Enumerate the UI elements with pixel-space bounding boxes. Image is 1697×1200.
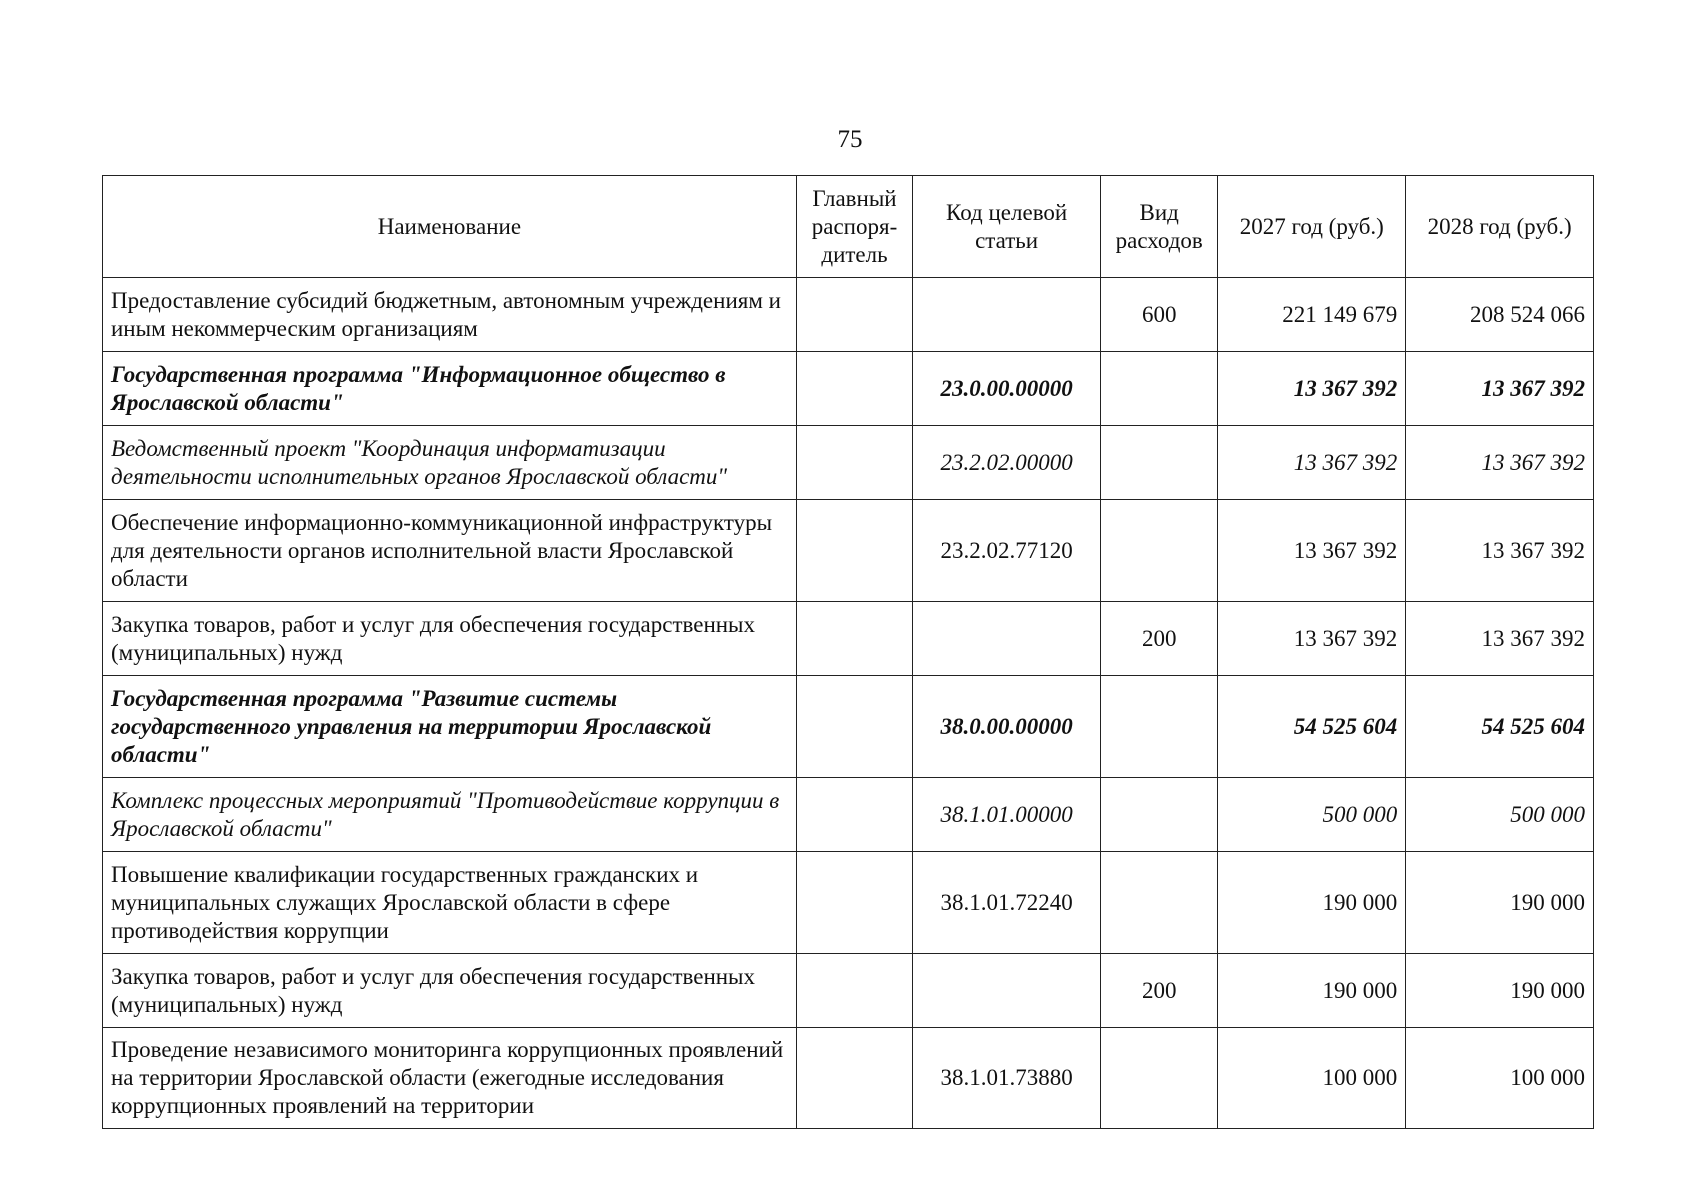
row-type xyxy=(1100,1028,1217,1129)
row-y2028: 100 000 xyxy=(1406,1028,1594,1129)
row-name: Предоставление субсидий бюджетным, автономным учреждениям и иным некоммерческим организациям xyxy=(103,278,797,352)
row-code: 23.0.00.00000 xyxy=(913,352,1101,426)
row-type xyxy=(1100,852,1217,954)
table-row xyxy=(103,500,1594,602)
row-name: Государственная программа "Информационное общество в Ярославской области" xyxy=(103,352,797,426)
row-y2028: 13 367 392 xyxy=(1406,426,1594,500)
table-row xyxy=(103,852,1594,954)
table-row xyxy=(103,676,1594,778)
row-code: 38.0.00.00000 xyxy=(913,676,1101,778)
table-row xyxy=(103,778,1594,852)
row-y2027: 13 367 392 xyxy=(1218,426,1406,500)
row-code: 38.1.01.73880 xyxy=(913,1028,1101,1129)
table-row xyxy=(103,954,1594,1028)
row-name: Обеспечение информационно-коммуникационной инфраструктуры для деятельности органов исполнительной власти Ярославской области xyxy=(103,500,797,602)
row-type: 600 xyxy=(1100,278,1217,352)
row-name: Закупка товаров, работ и услуг для обеспечения государственных (муниципальных) нужд xyxy=(103,954,797,1028)
row-code: 38.1.01.72240 xyxy=(913,852,1101,954)
row-admin xyxy=(796,954,912,1028)
row-name: Комплекс процессных мероприятий "Противодействие коррупции в Ярославской области" xyxy=(103,778,797,852)
header-type: Вид расходов xyxy=(1100,176,1217,278)
row-code: 23.2.02.00000 xyxy=(913,426,1101,500)
row-y2027: 100 000 xyxy=(1218,1028,1406,1129)
row-y2027: 13 367 392 xyxy=(1218,500,1406,602)
row-type xyxy=(1100,426,1217,500)
row-y2028: 190 000 xyxy=(1406,852,1594,954)
row-code: 23.2.02.77120 xyxy=(913,500,1101,602)
table-header-row xyxy=(103,176,1594,278)
row-admin xyxy=(796,500,912,602)
row-y2027: 221 149 679 xyxy=(1218,278,1406,352)
header-code: Код целевой статьи xyxy=(913,176,1101,278)
row-type: 200 xyxy=(1100,954,1217,1028)
row-admin xyxy=(796,426,912,500)
row-admin xyxy=(796,676,912,778)
row-y2028: 54 525 604 xyxy=(1406,676,1594,778)
row-name: Ведомственный проект "Координация информатизации деятельности исполнительных органов Ярославской области" xyxy=(103,426,797,500)
row-type xyxy=(1100,352,1217,426)
row-code xyxy=(913,954,1101,1028)
table-row xyxy=(103,602,1594,676)
row-admin xyxy=(796,602,912,676)
row-name: Проведение независимого мониторинга коррупционных проявлений на территории Ярославской области (ежегодные исследования коррупционных проявлений на территории xyxy=(103,1028,797,1129)
row-y2028: 13 367 392 xyxy=(1406,352,1594,426)
row-y2027: 190 000 xyxy=(1218,954,1406,1028)
row-type xyxy=(1100,778,1217,852)
header-name: Наименование xyxy=(103,176,797,278)
row-y2027: 190 000 xyxy=(1218,852,1406,954)
row-y2027: 13 367 392 xyxy=(1218,352,1406,426)
row-admin xyxy=(796,852,912,954)
row-admin xyxy=(796,1028,912,1129)
table-row xyxy=(103,278,1594,352)
header-admin: Главный распоря-дитель xyxy=(796,176,912,278)
row-type xyxy=(1100,676,1217,778)
row-y2027: 500 000 xyxy=(1218,778,1406,852)
row-admin xyxy=(796,278,912,352)
table-row xyxy=(103,352,1594,426)
row-admin xyxy=(796,778,912,852)
header-y2027: 2027 год (руб.) xyxy=(1218,176,1406,278)
row-y2028: 500 000 xyxy=(1406,778,1594,852)
row-y2028: 13 367 392 xyxy=(1406,500,1594,602)
row-type: 200 xyxy=(1100,602,1217,676)
row-admin xyxy=(796,352,912,426)
row-y2028: 190 000 xyxy=(1406,954,1594,1028)
budget-table xyxy=(102,175,1594,1129)
row-y2028: 13 367 392 xyxy=(1406,602,1594,676)
header-y2028: 2028 год (руб.) xyxy=(1406,176,1594,278)
row-y2027: 54 525 604 xyxy=(1218,676,1406,778)
row-name: Повышение квалификации государственных гражданских и муниципальных служащих Ярославской области в сфере противодействия коррупции xyxy=(103,852,797,954)
row-code xyxy=(913,602,1101,676)
row-code: 38.1.01.00000 xyxy=(913,778,1101,852)
row-name: Государственная программа "Развитие системы государственного управления на территории Ярославской области" xyxy=(103,676,797,778)
row-name: Закупка товаров, работ и услуг для обеспечения государственных (муниципальных) нужд xyxy=(103,602,797,676)
table-row xyxy=(103,1028,1594,1129)
row-code xyxy=(913,278,1101,352)
row-type xyxy=(1100,500,1217,602)
page-number: 75 xyxy=(837,126,863,153)
table-row xyxy=(103,426,1594,500)
row-y2028: 208 524 066 xyxy=(1406,278,1594,352)
row-y2027: 13 367 392 xyxy=(1218,602,1406,676)
